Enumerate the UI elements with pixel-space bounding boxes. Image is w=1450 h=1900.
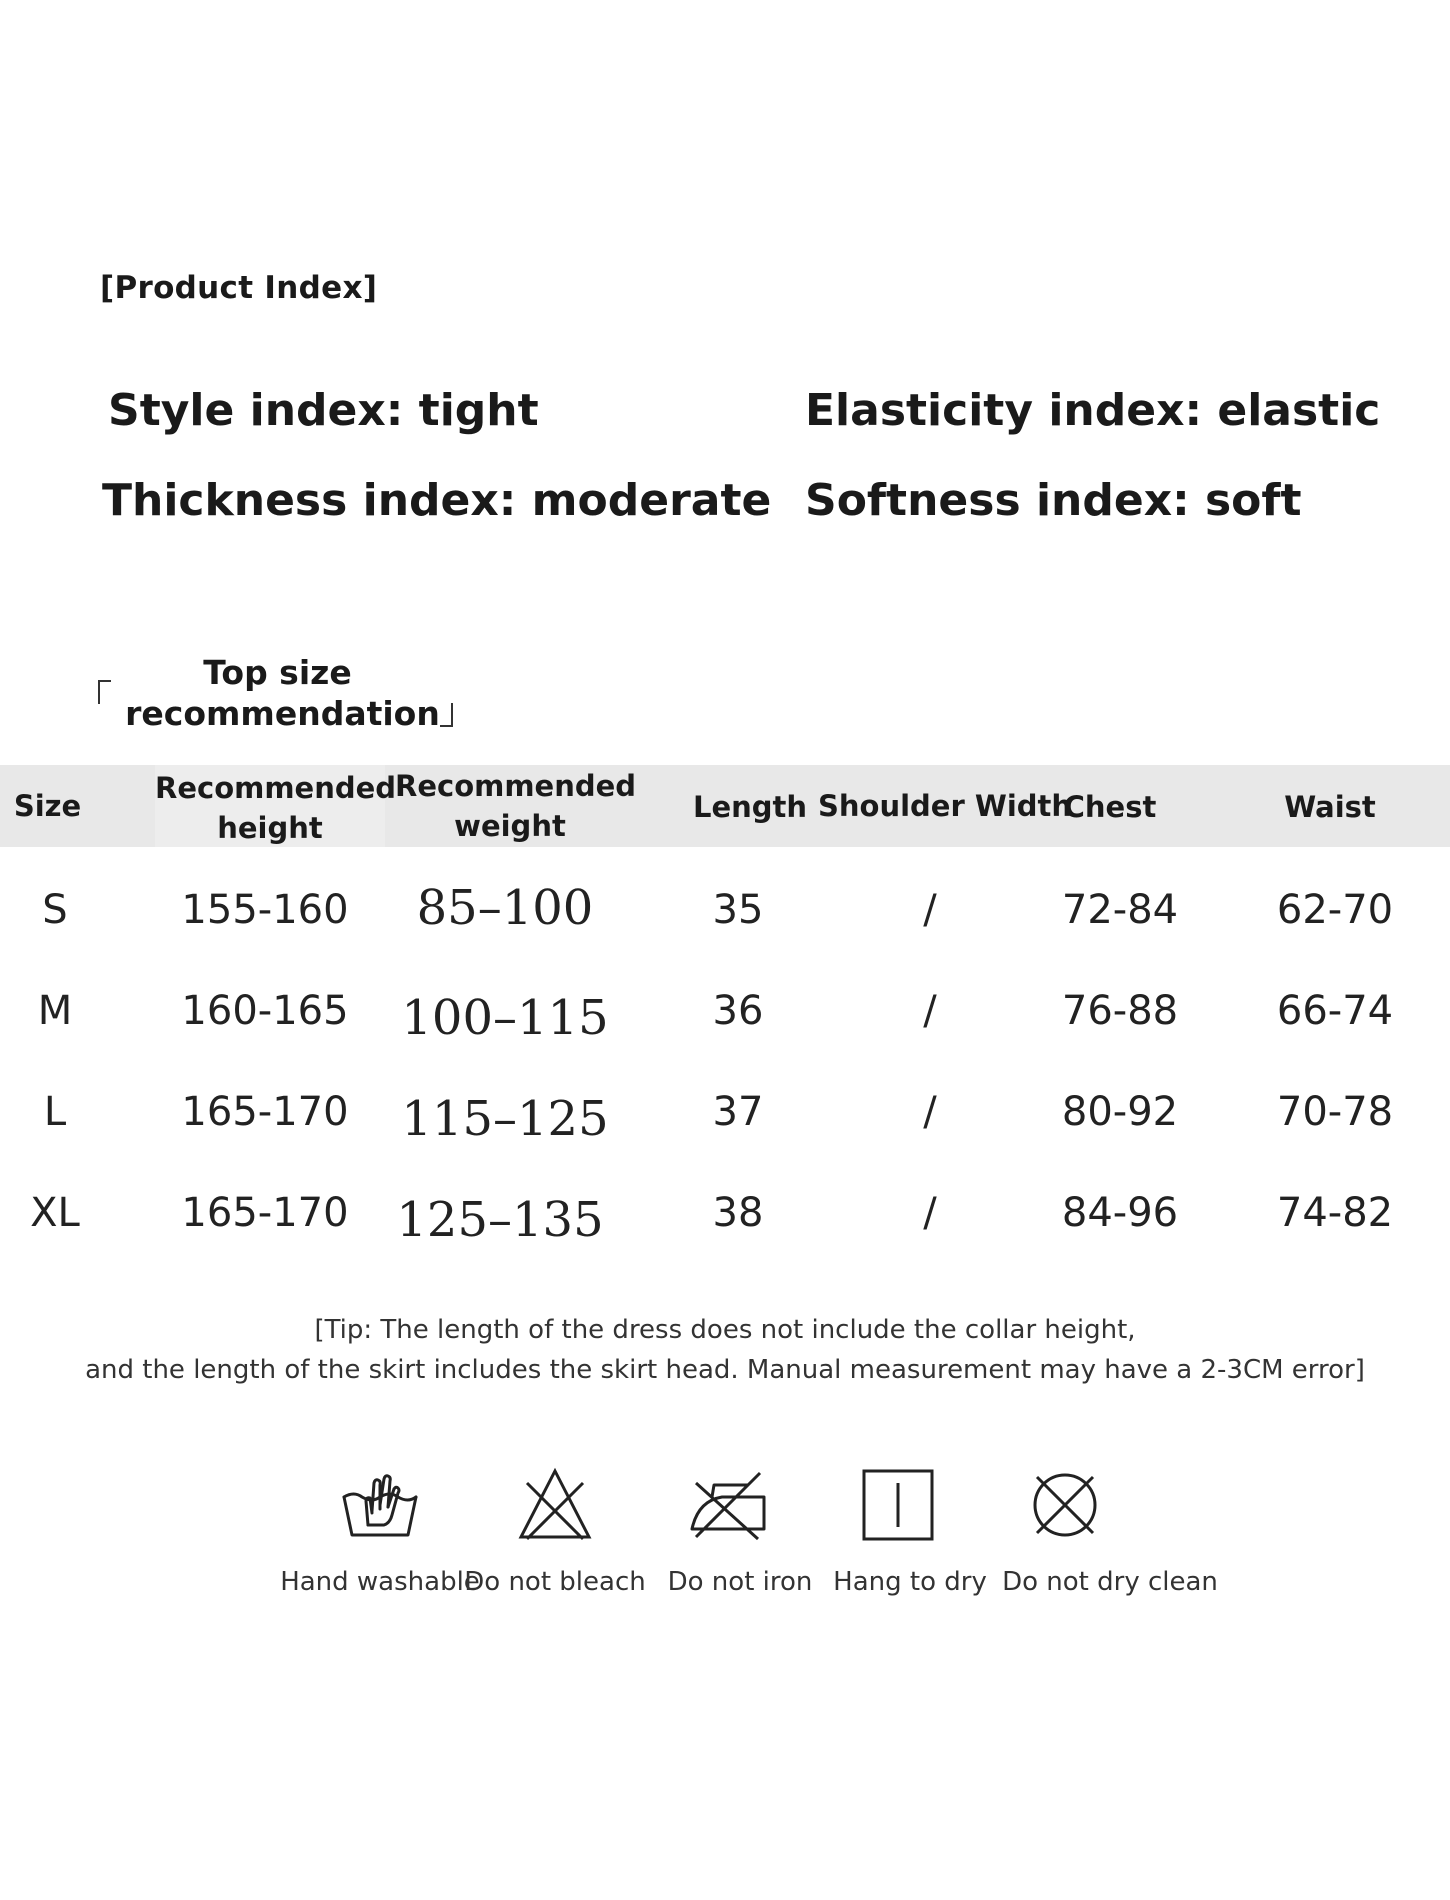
header-weight bbox=[395, 766, 637, 846]
cell-shoulder: / bbox=[923, 1190, 937, 1236]
size-section-title-line2: recommendation bbox=[125, 694, 440, 733]
cell-length: 35 bbox=[712, 887, 764, 933]
care-label-hang-dry: Hang to dry bbox=[833, 1567, 987, 1597]
cell-waist: 62-70 bbox=[1276, 887, 1394, 933]
cell-weight: 100–115 bbox=[401, 990, 609, 1046]
header-waist: Waist bbox=[1284, 790, 1376, 824]
cell-height: 165-170 bbox=[181, 1089, 349, 1135]
care-label-no-iron: Do not iron bbox=[667, 1567, 813, 1597]
cell-chest: 76-88 bbox=[1061, 988, 1179, 1034]
cell-shoulder: / bbox=[923, 988, 937, 1034]
cell-size: L bbox=[43, 1089, 67, 1135]
cell-length: 37 bbox=[712, 1089, 764, 1135]
cell-length: 38 bbox=[712, 1190, 764, 1236]
tip-line2: and the length of the skirt includes the skirt head. Manual measurement may have a 2-3CM error] bbox=[85, 1355, 1365, 1385]
header-height-line2: height bbox=[217, 811, 323, 845]
cell-height: 155-160 bbox=[181, 887, 349, 933]
header-height bbox=[155, 768, 397, 848]
header-size: Size bbox=[13, 789, 82, 823]
style-index: Style index: tight bbox=[108, 385, 539, 436]
cell-weight: 115–125 bbox=[401, 1091, 609, 1147]
cell-chest: 72-84 bbox=[1061, 887, 1179, 933]
care-label-no-dry-clean: Do not dry clean bbox=[1002, 1567, 1218, 1597]
cell-chest: 80-92 bbox=[1061, 1089, 1179, 1135]
header-shoulder: Shoulder Width bbox=[818, 789, 1073, 823]
corner-bracket-right bbox=[440, 703, 453, 727]
header-length: Length bbox=[692, 790, 808, 824]
product-index-title: [Product Index] bbox=[100, 270, 378, 306]
no-dry-clean-icon bbox=[1025, 1465, 1105, 1545]
header-weight-line2: weight bbox=[454, 809, 566, 843]
no-bleach-icon bbox=[515, 1465, 595, 1545]
cell-size: XL bbox=[30, 1190, 80, 1236]
cell-size: M bbox=[37, 988, 73, 1034]
hand-wash-icon bbox=[340, 1465, 420, 1545]
cell-size: S bbox=[42, 887, 68, 933]
cell-shoulder: / bbox=[923, 1089, 937, 1135]
cell-waist: 74-82 bbox=[1276, 1190, 1394, 1236]
cell-chest: 84-96 bbox=[1061, 1190, 1179, 1236]
size-section-title-line1: Top size bbox=[203, 653, 352, 692]
cell-waist: 70-78 bbox=[1276, 1089, 1394, 1135]
tip-line1: [Tip: The length of the dress does not include the collar height, bbox=[314, 1315, 1136, 1345]
care-label-no-bleach: Do not bleach bbox=[464, 1567, 646, 1597]
cell-height: 160-165 bbox=[181, 988, 349, 1034]
header-height-line1: Recommended bbox=[155, 771, 397, 805]
corner-bracket-left bbox=[98, 680, 111, 704]
thickness-index: Thickness index: moderate bbox=[102, 475, 772, 526]
hang-dry-icon bbox=[858, 1465, 938, 1545]
cell-height: 165-170 bbox=[181, 1190, 349, 1236]
no-iron-icon bbox=[688, 1465, 768, 1545]
cell-weight: 85–100 bbox=[416, 880, 594, 936]
care-label-hand-wash: Hand washable bbox=[280, 1567, 480, 1597]
cell-waist: 66-74 bbox=[1276, 988, 1394, 1034]
cell-shoulder: / bbox=[923, 887, 937, 933]
cell-weight: 125–135 bbox=[396, 1192, 604, 1248]
softness-index: Softness index: soft bbox=[805, 475, 1302, 526]
header-weight-line1: Recommended bbox=[395, 769, 637, 803]
elasticity-index: Elasticity index: elastic bbox=[805, 385, 1381, 436]
cell-length: 36 bbox=[712, 988, 764, 1034]
header-chest: Chest bbox=[1063, 790, 1157, 824]
